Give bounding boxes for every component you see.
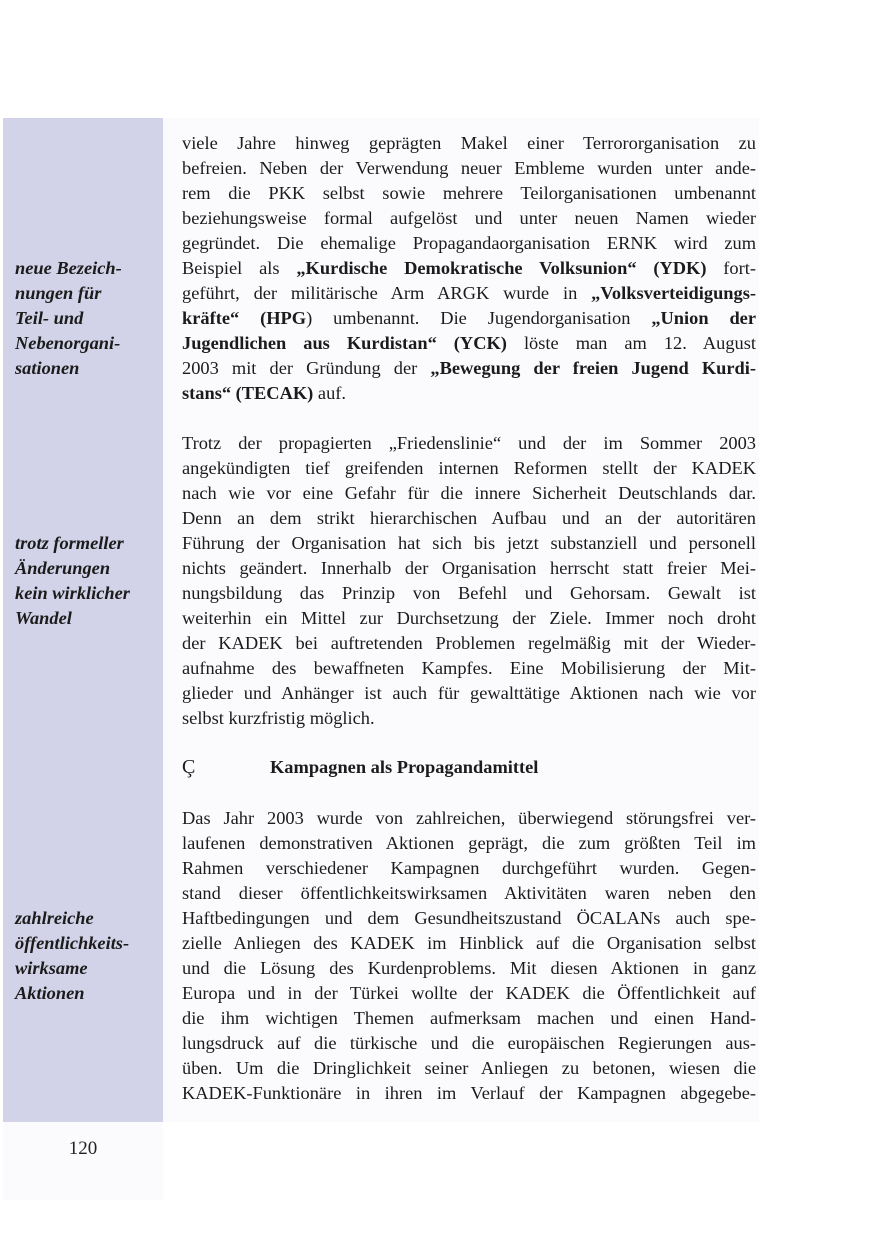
- org-name-tecak: „Bewegung der freien Jugend Kurdi-: [430, 358, 756, 378]
- section-marker: Ç: [182, 756, 196, 778]
- text-line: gegründet. Die ehemalige Propagandaorganisation ERNK wird zum: [182, 233, 756, 253]
- margin-note-line: nungen für: [15, 283, 102, 303]
- margin-note-line: zahlreiche: [15, 908, 94, 928]
- text-line: angekündigten tief greifenden internen Reformen stellt der KADEK: [182, 458, 756, 478]
- paragraph-campaigns: [182, 806, 756, 1106]
- text-line: Denn an dem strikt hierarchischen Aufbau und an der autoritären: [182, 508, 756, 528]
- org-name-hpg: kräfte“ (HPG: [182, 308, 307, 328]
- text-line: üben. Um die Dringlichkeit seiner Anliegen zu betonen, wiesen die: [182, 1058, 756, 1078]
- text-line: Das Jahr 2003 wurde von zahlreichen, überwiegend störungsfrei ver-: [182, 808, 756, 828]
- text-line: laufenen demonstrativen Aktionen geprägt, die zum größten Teil im: [182, 833, 756, 853]
- text-line: befreien. Neben der Verwendung neuer Embleme wurden unter ande-: [182, 158, 756, 178]
- text-line: beziehungsweise formal aufgelöst und unter neuen Namen wieder: [182, 208, 756, 228]
- page-number: 120: [68, 1138, 98, 1159]
- margin-note-line: Wandel: [15, 608, 72, 628]
- text-line: geführt, der militärische Arm ARGK wurde in „Volksverteidigungs-: [182, 283, 756, 303]
- text-line: der KADEK bei auftretenden Problemen regelmäßig mit der Wieder-: [182, 633, 756, 653]
- text-line: Trotz der propagierten „Friedenslinie“ und der im Sommer 2003: [182, 433, 756, 453]
- margin-note-public-actions: [15, 906, 161, 1006]
- margin-note-line: öffentlichkeits-: [15, 933, 130, 953]
- text-line: KADEK-Funktionäre in ihren im Verlauf der Kampagnen abgegebe-: [182, 1083, 756, 1103]
- margin-note-line: Teil- und: [15, 308, 84, 328]
- margin-note-new-names: [15, 256, 161, 381]
- margin-note-line: trotz formeller: [15, 533, 124, 553]
- footer-box: [3, 1122, 163, 1200]
- text-line: kräfte“ (HPG) umbenannt. Die Jugendorganisation „Union der: [182, 308, 756, 328]
- text-line: stand dieser öffentlichkeitswirksamen Aktivitäten waren neben den: [182, 883, 756, 903]
- paragraph-threat: [182, 431, 756, 731]
- org-name-hpg: „Volksverteidigungs-: [591, 283, 756, 303]
- text-line: nach wie vor eine Gefahr für die innere Sicherheit Deutschlands dar.: [182, 483, 756, 503]
- section-title: Kampagnen als Propagandamittel: [270, 757, 539, 777]
- text-line: selbst kurzfristig möglich.: [182, 708, 375, 728]
- margin-note-line: Änderungen: [15, 558, 111, 578]
- text-line: Führung der Organisation hat sich bis jetzt substanziell und personell: [182, 533, 756, 553]
- text-line: die ihm wichtigen Themen aufmerksam machen und einen Hand-: [182, 1008, 756, 1028]
- org-name-yck: Jugendlichen aus Kurdistan“ (YCK): [182, 333, 507, 353]
- text-line: rem die PKK selbst sowie mehrere Teilorganisationen umbenannt: [182, 183, 756, 203]
- org-name-tecak: stans“ (TECAK): [182, 383, 314, 403]
- paragraph-organisations: [182, 131, 756, 406]
- text-line: Jugendlichen aus Kurdistan“ (YCK) löste man am 12. August: [182, 333, 756, 353]
- margin-note-line: Nebenorgani-: [15, 333, 121, 353]
- margin-note-no-real-change: [15, 531, 161, 631]
- text-line: Beispiel als „Kurdische Demokratische Volksunion“ (YDK) fort-: [182, 258, 756, 278]
- text-line: nungsbildung das Prinzip von Befehl und Gehorsam. Gewalt ist: [182, 583, 756, 603]
- text-line: glieder und Anhänger ist auch für gewalttätige Aktionen nach wie vor: [182, 683, 756, 703]
- margin-note-line: wirksame: [15, 958, 88, 978]
- text-line: weiterhin ein Mittel zur Durchsetzung der Ziele. Immer noch droht: [182, 608, 756, 628]
- text-line: nichts geändert. Innerhalb der Organisation herrscht statt freier Mei-: [182, 558, 756, 578]
- margin-note-line: neue Bezeich-: [15, 258, 122, 278]
- margin-note-line: Aktionen: [15, 983, 85, 1003]
- margin-note-line: sationen: [15, 358, 80, 378]
- text-line: Europa und in der Türkei wollte der KADEK die Öffentlichkeit auf: [182, 983, 756, 1003]
- text-line: aufnahme des bewaffneten Kampfes. Eine Mobilisierung der Mit-: [182, 658, 756, 678]
- text-line: Haftbedingungen und dem Gesundheitszustand ÖCALANs auch spe-: [182, 908, 756, 928]
- text-line: zielle Anliegen des KADEK im Hinblick auf die Organisation selbst: [182, 933, 756, 953]
- margin-note-line: kein wirklicher: [15, 583, 130, 603]
- text-line: 2003 mit der Gründung der „Bewegung der freien Jugend Kurdi-: [182, 358, 756, 378]
- text-line: stans“ (TECAK) auf.: [182, 383, 346, 403]
- text-line: und die Lösung des Kurdenproblems. Mit diesen Aktionen in ganz: [182, 958, 756, 978]
- text-line: lungsdruck auf die türkische und die europäischen Regierungen aus-: [182, 1033, 756, 1053]
- text-line: Rahmen verschiedener Kampagnen durchgeführt wurden. Gegen-: [182, 858, 756, 878]
- org-name-ydk: „Kurdische Demokratische Volksunion“ (YDK): [296, 258, 707, 278]
- section-heading: [182, 755, 756, 780]
- org-name-yck: „Union der: [651, 308, 756, 328]
- text-line: viele Jahre hinweg geprägten Makel einer Terrororganisation zu: [182, 133, 756, 153]
